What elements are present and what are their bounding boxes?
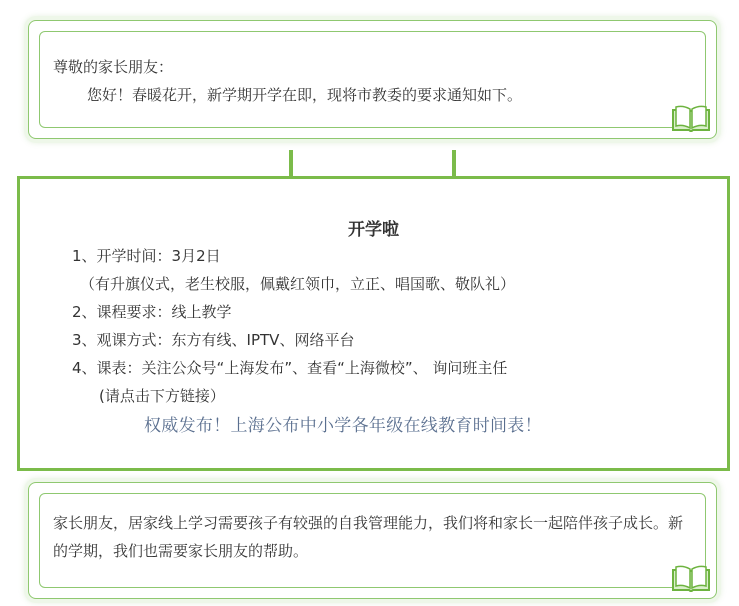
greeting-line: 尊敬的家长朋友： bbox=[53, 58, 174, 76]
closing-card bbox=[28, 482, 717, 599]
school-start-card bbox=[17, 176, 730, 471]
open-book-icon bbox=[671, 104, 711, 134]
schedule-link[interactable]: 权威发布！上海公布中小学各年级在线教育时间表！ bbox=[144, 416, 542, 436]
closing-text: 家长朋友，居家线上学习需要孩子有较强的自我管理能力，我们将和家长一起陪伴孩子成长。新的学期，我们也需要家长朋友的帮助。 bbox=[53, 514, 684, 560]
open-book-icon bbox=[671, 564, 711, 594]
item-course-requirement: 2、课程要求：线上教学 bbox=[72, 303, 232, 321]
greeting-card bbox=[28, 20, 717, 139]
greeting-body: 您好！春暖花开，新学期开学在即，现将市教委的要求通知如下。 bbox=[87, 86, 523, 104]
item-viewing-method: 3、观课方式：东方有线、IPTV、网络平台 bbox=[72, 331, 355, 349]
item-click-hint: (请点击下方链接） bbox=[99, 387, 225, 405]
greeting-text bbox=[53, 53, 522, 109]
item-schedule: 4、课表：关注公众号“上海发布”、查看“上海微校”、 询问班主任 bbox=[72, 359, 508, 377]
item-start-date: 1、开学时间：3月2日 bbox=[72, 247, 221, 265]
section-title: 开学啦 bbox=[348, 220, 399, 240]
item-ceremony-note: （有升旗仪式，老生校服，佩戴红领巾，立正、唱国歌、敬队礼） bbox=[80, 275, 516, 293]
